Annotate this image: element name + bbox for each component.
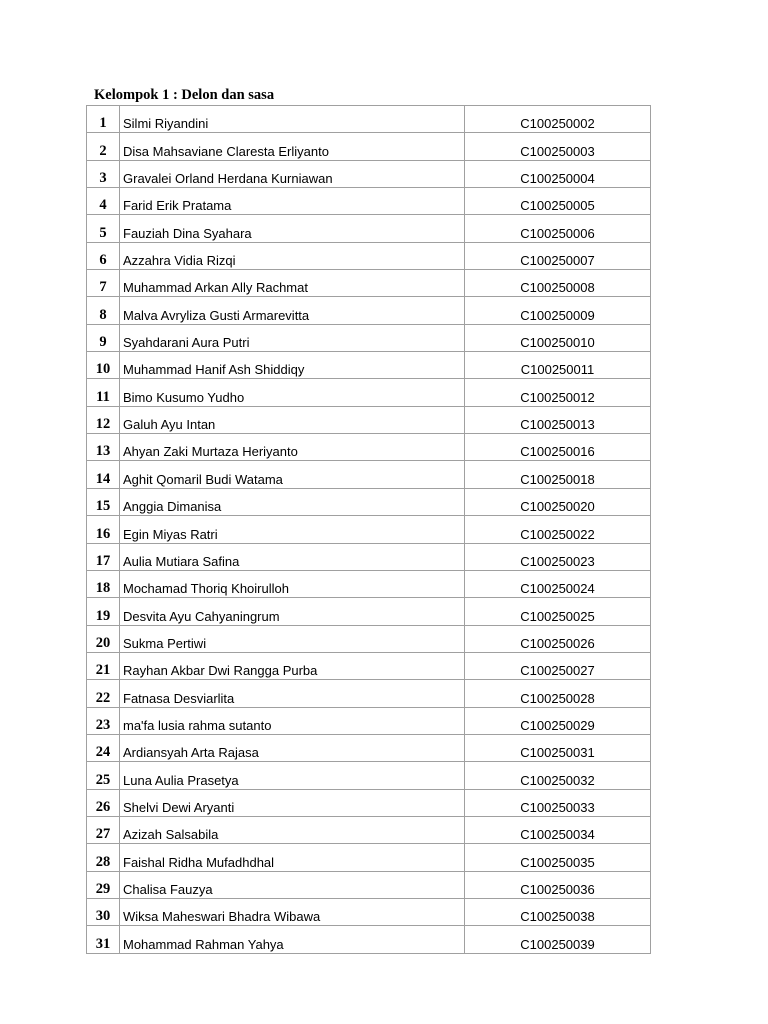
student-name: Syahdarani Aura Putri xyxy=(120,324,465,351)
row-number: 2 xyxy=(87,133,120,160)
student-id: C100250039 xyxy=(465,926,651,953)
table-row xyxy=(87,324,651,351)
student-name: Muhammad Arkan Ally Rachmat xyxy=(120,270,465,297)
student-id: C100250004 xyxy=(465,160,651,187)
student-id: C100250020 xyxy=(465,488,651,515)
table-row xyxy=(87,816,651,843)
row-number: 29 xyxy=(87,871,120,898)
row-number: 19 xyxy=(87,598,120,625)
table-row xyxy=(87,461,651,488)
table-row xyxy=(87,352,651,379)
student-name: Galuh Ayu Intan xyxy=(120,406,465,433)
row-number: 28 xyxy=(87,844,120,871)
student-name: Shelvi Dewi Aryanti xyxy=(120,789,465,816)
group-title: Kelompok 1 : Delon dan sasa xyxy=(94,87,275,103)
student-name: Silmi Riyandini xyxy=(120,106,465,133)
student-id: C100250006 xyxy=(465,215,651,242)
student-name: Egin Miyas Ratri xyxy=(120,516,465,543)
table-row xyxy=(87,898,651,925)
student-id: C100250011 xyxy=(465,352,651,379)
row-number: 13 xyxy=(87,434,120,461)
student-id: C100250033 xyxy=(465,789,651,816)
table-row xyxy=(87,570,651,597)
table-row xyxy=(87,844,651,871)
student-name: Faishal Ridha Mufadhdhal xyxy=(120,844,465,871)
row-number: 10 xyxy=(87,352,120,379)
student-name: Chalisa Fauzya xyxy=(120,871,465,898)
student-id: C100250013 xyxy=(465,406,651,433)
student-name: Malva Avryliza Gusti Armarevitta xyxy=(120,297,465,324)
student-id: C100250029 xyxy=(465,707,651,734)
row-number: 11 xyxy=(87,379,120,406)
row-number: 3 xyxy=(87,160,120,187)
student-id: C100250035 xyxy=(465,844,651,871)
row-number: 27 xyxy=(87,816,120,843)
student-name: Disa Mahsaviane Claresta Erliyanto xyxy=(120,133,465,160)
student-table xyxy=(86,105,651,954)
student-name: Ahyan Zaki Murtaza Heriyanto xyxy=(120,434,465,461)
student-id: C100250016 xyxy=(465,434,651,461)
student-name: Wiksa Maheswari Bhadra Wibawa xyxy=(120,898,465,925)
student-id: C100250012 xyxy=(465,379,651,406)
student-id: C100250010 xyxy=(465,324,651,351)
table-row xyxy=(87,652,651,679)
student-name: Azzahra Vidia Rizqi xyxy=(120,242,465,269)
row-number: 4 xyxy=(87,188,120,215)
table-row xyxy=(87,406,651,433)
student-name: Fatnasa Desviarlita xyxy=(120,680,465,707)
table-row xyxy=(87,625,651,652)
student-name: Ardiansyah Arta Rajasa xyxy=(120,734,465,761)
row-number: 26 xyxy=(87,789,120,816)
student-id: C100250018 xyxy=(465,461,651,488)
row-number: 16 xyxy=(87,516,120,543)
row-number: 24 xyxy=(87,734,120,761)
student-id: C100250038 xyxy=(465,898,651,925)
student-name: Bimo Kusumo Yudho xyxy=(120,379,465,406)
student-name: Farid Erik Pratama xyxy=(120,188,465,215)
row-number: 15 xyxy=(87,488,120,515)
student-name: ma'fa lusia rahma sutanto xyxy=(120,707,465,734)
row-number: 21 xyxy=(87,652,120,679)
table-row xyxy=(87,270,651,297)
table-row xyxy=(87,680,651,707)
student-name: Muhammad Hanif Ash Shiddiqy xyxy=(120,352,465,379)
table-row xyxy=(87,160,651,187)
table-row xyxy=(87,488,651,515)
row-number: 25 xyxy=(87,762,120,789)
student-name: Fauziah Dina Syahara xyxy=(120,215,465,242)
student-name: Sukma Pertiwi xyxy=(120,625,465,652)
row-number: 9 xyxy=(87,324,120,351)
table-row xyxy=(87,297,651,324)
row-number: 20 xyxy=(87,625,120,652)
table-row xyxy=(87,434,651,461)
student-table-body xyxy=(87,106,651,954)
student-id: C100250034 xyxy=(465,816,651,843)
student-id: C100250023 xyxy=(465,543,651,570)
table-row xyxy=(87,215,651,242)
student-id: C100250032 xyxy=(465,762,651,789)
table-row xyxy=(87,598,651,625)
row-number: 8 xyxy=(87,297,120,324)
row-number: 22 xyxy=(87,680,120,707)
row-number: 31 xyxy=(87,926,120,953)
student-name: Anggia Dimanisa xyxy=(120,488,465,515)
student-name: Luna Aulia Prasetya xyxy=(120,762,465,789)
student-name: Desvita Ayu Cahyaningrum xyxy=(120,598,465,625)
table-row xyxy=(87,379,651,406)
student-id: C100250024 xyxy=(465,570,651,597)
student-id: C100250005 xyxy=(465,188,651,215)
table-row xyxy=(87,734,651,761)
row-number: 17 xyxy=(87,543,120,570)
table-row xyxy=(87,133,651,160)
student-name: Aghit Qomaril Budi Watama xyxy=(120,461,465,488)
student-id: C100250026 xyxy=(465,625,651,652)
student-id: C100250028 xyxy=(465,680,651,707)
table-row xyxy=(87,516,651,543)
table-row xyxy=(87,242,651,269)
table-row xyxy=(87,106,651,133)
student-id: C100250031 xyxy=(465,734,651,761)
student-name: Aulia Mutiara Safina xyxy=(120,543,465,570)
student-id: C100250007 xyxy=(465,242,651,269)
student-name: Gravalei Orland Herdana Kurniawan xyxy=(120,160,465,187)
row-number: 1 xyxy=(87,106,120,133)
table-row xyxy=(87,543,651,570)
student-id: C100250002 xyxy=(465,106,651,133)
table-row xyxy=(87,871,651,898)
student-id: C100250027 xyxy=(465,652,651,679)
student-id: C100250022 xyxy=(465,516,651,543)
table-row xyxy=(87,926,651,953)
row-number: 30 xyxy=(87,898,120,925)
row-number: 6 xyxy=(87,242,120,269)
row-number: 23 xyxy=(87,707,120,734)
table-row xyxy=(87,707,651,734)
student-name: Rayhan Akbar Dwi Rangga Purba xyxy=(120,652,465,679)
student-id: C100250025 xyxy=(465,598,651,625)
row-number: 14 xyxy=(87,461,120,488)
student-id: C100250003 xyxy=(465,133,651,160)
row-number: 7 xyxy=(87,270,120,297)
student-id: C100250036 xyxy=(465,871,651,898)
row-number: 18 xyxy=(87,570,120,597)
student-name: Mohammad Rahman Yahya xyxy=(120,926,465,953)
table-row xyxy=(87,188,651,215)
row-number: 5 xyxy=(87,215,120,242)
table-row xyxy=(87,762,651,789)
student-id: C100250008 xyxy=(465,270,651,297)
student-id: C100250009 xyxy=(465,297,651,324)
table-row xyxy=(87,789,651,816)
row-number: 12 xyxy=(87,406,120,433)
student-name: Mochamad Thoriq Khoirulloh xyxy=(120,570,465,597)
student-name: Azizah Salsabila xyxy=(120,816,465,843)
